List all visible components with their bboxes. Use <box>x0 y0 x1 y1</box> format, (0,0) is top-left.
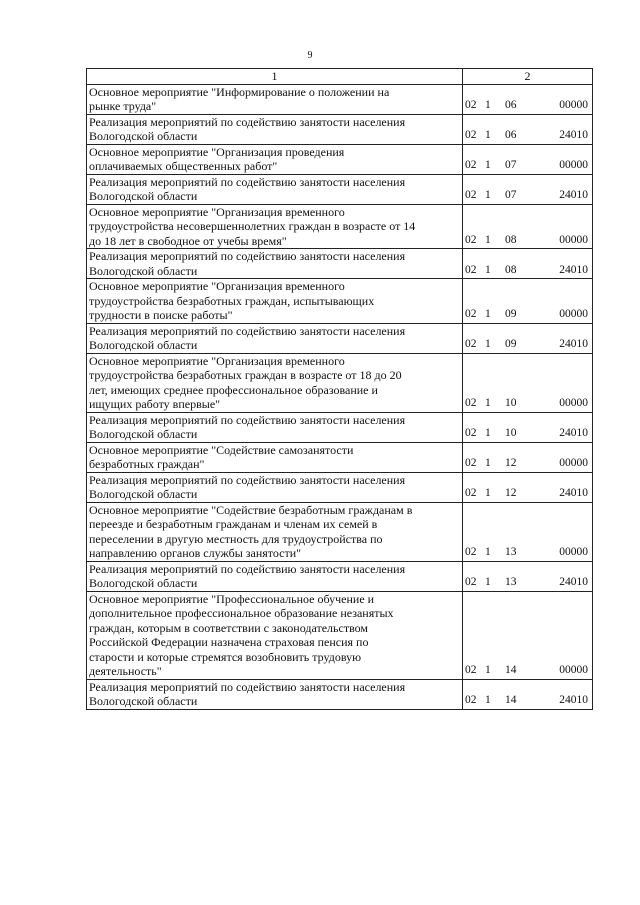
code-part-4: 00000 <box>559 159 588 171</box>
code-part-4: 24010 <box>559 189 588 201</box>
code-part-2: 1 <box>485 457 491 469</box>
code-part-2: 1 <box>485 129 491 141</box>
table-row <box>87 204 593 249</box>
row-name: Реализация мероприятий по содействию занятости населения Вологодской области <box>87 412 463 442</box>
code-part-3: 07 <box>505 189 517 201</box>
row-name: Основное мероприятие "Организация проведения оплачиваемых общественных работ" <box>87 144 463 174</box>
code-part-2: 1 <box>485 308 491 320</box>
code-part-1: 02 <box>465 233 477 246</box>
table-row <box>87 249 593 279</box>
table-row <box>87 561 593 591</box>
row-name: Основное мероприятие "Организация временного трудоустройства несовершеннолетних граждан в возрасте от 14 до 18 лет в свободное от учебы время" <box>87 204 463 249</box>
row-code <box>463 472 593 502</box>
code-part-4: 24010 <box>559 576 588 588</box>
code-part-2: 1 <box>485 576 491 588</box>
table-row <box>87 412 593 442</box>
code-part-3: 07 <box>505 159 517 171</box>
table-row <box>87 502 593 561</box>
row-name: Основное мероприятие "Организация временного трудоустройства безработных граждан, испытывающих трудности в поиске работы" <box>87 279 463 324</box>
code-part-1: 02 <box>465 546 477 558</box>
code-part-2: 1 <box>485 233 491 246</box>
code-part-3: 06 <box>505 129 517 141</box>
table-row <box>87 114 593 144</box>
row-code <box>463 249 593 279</box>
table-row <box>87 323 593 353</box>
row-code <box>463 144 593 174</box>
code-part-4: 00000 <box>559 233 588 246</box>
code-part-1: 02 <box>465 263 477 276</box>
code-part-1: 02 <box>465 457 477 469</box>
code-part-1: 02 <box>465 189 477 201</box>
row-name: Основное мероприятие "Профессиональное обучение и дополнительное профессиональное образование незанятых граждан, которым в соответствии с законодательством Российской Федерации назначена страховая пенсия по старости и которые стремятся возобновить трудовую деятельность" <box>87 591 463 679</box>
code-part-4: 00000 <box>559 457 588 469</box>
row-code <box>463 279 593 324</box>
code-part-1: 02 <box>465 308 477 320</box>
code-part-2: 1 <box>485 487 491 499</box>
code-part-3: 10 <box>505 397 517 409</box>
code-part-4: 00000 <box>559 99 588 111</box>
row-name: Реализация мероприятий по содействию занятости населения Вологодской области <box>87 114 463 144</box>
code-part-2: 1 <box>485 189 491 201</box>
code-part-4: 24010 <box>559 129 588 141</box>
budget-classification-table <box>86 68 593 710</box>
code-part-4: 24010 <box>559 427 588 439</box>
table-header-row <box>87 69 593 85</box>
table-row <box>87 679 593 709</box>
row-code <box>463 561 593 591</box>
code-part-1: 02 <box>465 427 477 439</box>
row-name: Реализация мероприятий по содействию занятости населения Вологодской области <box>87 249 463 279</box>
row-code <box>463 114 593 144</box>
code-part-1: 02 <box>465 159 477 171</box>
row-name: Основное мероприятие "Информирование о положении на рынке труда" <box>87 84 463 114</box>
table-row <box>87 279 593 324</box>
table-row <box>87 84 593 114</box>
code-part-3: 08 <box>505 233 517 246</box>
code-part-3: 08 <box>505 263 517 276</box>
row-name: Реализация мероприятий по содействию занятости населения Вологодской области <box>87 679 463 709</box>
code-part-4: 00000 <box>559 664 588 676</box>
code-part-4: 24010 <box>559 338 588 350</box>
code-part-3: 06 <box>505 99 517 111</box>
code-part-2: 1 <box>485 664 491 676</box>
row-code <box>463 502 593 561</box>
row-name: Реализация мероприятий по содействию занятости населения Вологодской области <box>87 174 463 204</box>
row-code <box>463 353 593 412</box>
page-number: 9 <box>307 50 313 61</box>
row-code <box>463 204 593 249</box>
code-part-1: 02 <box>465 338 477 350</box>
row-code <box>463 174 593 204</box>
row-name: Основное мероприятие "Организация временного трудоустройства безработных граждан в возрасте от 18 до 20 лет, имеющих среднее профессиональное образование и ищущих работу впервые" <box>87 353 463 412</box>
code-part-1: 02 <box>465 129 477 141</box>
code-part-3: 14 <box>505 664 517 676</box>
code-part-3: 09 <box>505 338 517 350</box>
row-name: Основное мероприятие "Содействие безработным гражданам в переезде и безработным гражданам и членам их семей в переселении в другую местность для трудоустройства по направлению органов службы занятости" <box>87 502 463 561</box>
code-part-2: 1 <box>485 694 491 706</box>
code-part-3: 12 <box>505 457 517 469</box>
code-part-4: 00000 <box>559 308 588 320</box>
row-name: Реализация мероприятий по содействию занятости населения Вологодской области <box>87 561 463 591</box>
code-part-3: 13 <box>505 576 517 588</box>
code-part-4: 24010 <box>559 694 588 706</box>
row-code <box>463 323 593 353</box>
table-row <box>87 591 593 679</box>
code-part-1: 02 <box>465 397 477 409</box>
code-part-2: 1 <box>485 427 491 439</box>
code-part-2: 1 <box>485 397 491 409</box>
code-part-3: 12 <box>505 487 517 499</box>
table-row <box>87 174 593 204</box>
code-part-3: 09 <box>505 308 517 320</box>
row-code <box>463 412 593 442</box>
column-header-2: 2 <box>463 69 593 85</box>
row-name: Реализация мероприятий по содействию занятости населения Вологодской области <box>87 472 463 502</box>
code-part-2: 1 <box>485 263 491 276</box>
code-part-3: 14 <box>505 694 517 706</box>
code-part-1: 02 <box>465 487 477 499</box>
row-code <box>463 84 593 114</box>
column-header-1: 1 <box>87 69 463 85</box>
code-part-2: 1 <box>485 99 491 111</box>
code-part-4: 24010 <box>559 487 588 499</box>
row-code <box>463 591 593 679</box>
row-name: Основное мероприятие "Содействие самозанятости безработных граждан" <box>87 442 463 472</box>
row-code <box>463 442 593 472</box>
code-part-1: 02 <box>465 576 477 588</box>
code-part-3: 10 <box>505 427 517 439</box>
table-row <box>87 472 593 502</box>
code-part-3: 13 <box>505 546 517 558</box>
code-part-1: 02 <box>465 664 477 676</box>
row-name: Реализация мероприятий по содействию занятости населения Вологодской области <box>87 323 463 353</box>
table-row <box>87 442 593 472</box>
code-part-1: 02 <box>465 99 477 111</box>
code-part-4: 24010 <box>559 263 588 276</box>
code-part-4: 00000 <box>559 397 588 409</box>
row-code <box>463 679 593 709</box>
table-row <box>87 353 593 412</box>
code-part-4: 00000 <box>559 546 588 558</box>
code-part-1: 02 <box>465 694 477 706</box>
code-part-2: 1 <box>485 546 491 558</box>
code-part-2: 1 <box>485 159 491 171</box>
code-part-2: 1 <box>485 338 491 350</box>
table-row <box>87 144 593 174</box>
